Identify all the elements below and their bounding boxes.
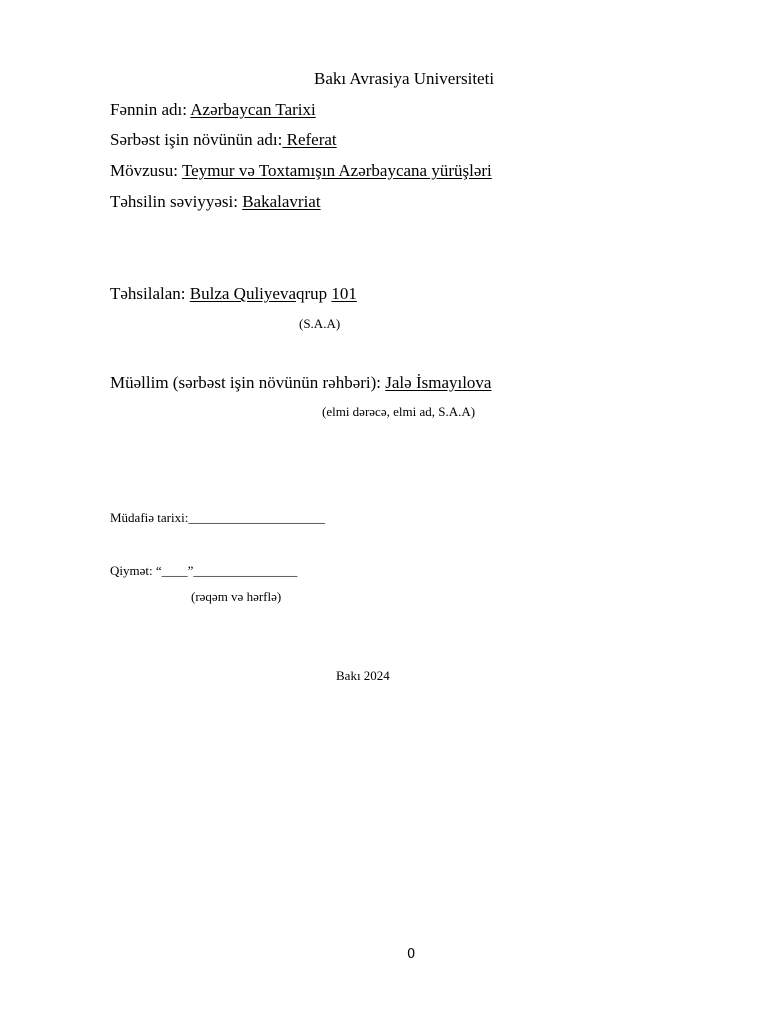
teacher-label: Müəllim (sərbəst işin növünün rəhbəri): [110, 373, 386, 392]
city-year: Bakı 2024 [336, 668, 390, 683]
topic-line [110, 161, 492, 181]
page-number: 0 [407, 947, 416, 962]
student-line [110, 284, 357, 304]
group-label: qrup [296, 284, 332, 303]
work-type-value: Referat [282, 130, 337, 149]
subject-label: Fənnin adı: [110, 100, 191, 119]
work-type-label: Sərbəst işin növünün adı: [110, 130, 283, 149]
subject-value: Azərbaycan Tarixi [190, 100, 316, 119]
grade-label: Qiymət: “____” [110, 563, 194, 578]
student-label: Təhsilalan: [110, 284, 190, 303]
group-value: 101 [331, 284, 357, 303]
student-name: Bulza Quliyeva [189, 284, 296, 303]
university-title: Bakı Avrasiya Universiteti [314, 69, 495, 88]
teacher-line [110, 373, 491, 393]
subject-line [110, 100, 316, 120]
grade-line [110, 563, 297, 579]
level-line [110, 192, 321, 212]
level-label: Təhsilin səviyyəsi: [110, 192, 243, 211]
level-value: Bakalavriat [242, 192, 321, 211]
defense-date-blank: _____________________ [188, 510, 325, 525]
defense-date-label: Müdafiə tarixi: [110, 510, 189, 525]
defense-date-line [110, 510, 325, 526]
student-hint: (S.A.A) [299, 316, 341, 331]
grade-hint: (rəqəm və hərflə) [191, 589, 282, 604]
topic-value: Teymur və Toxtamışın Azərbaycana yürüşləri [181, 161, 492, 180]
work-type-line [110, 130, 337, 150]
grade-blank: ________________ [193, 563, 298, 578]
teacher-name: Jalə İsmayılova [385, 373, 492, 392]
topic-label: Mövzusu: [110, 161, 182, 180]
teacher-hint: (elmi dərəcə, elmi ad, S.A.A) [322, 404, 476, 419]
